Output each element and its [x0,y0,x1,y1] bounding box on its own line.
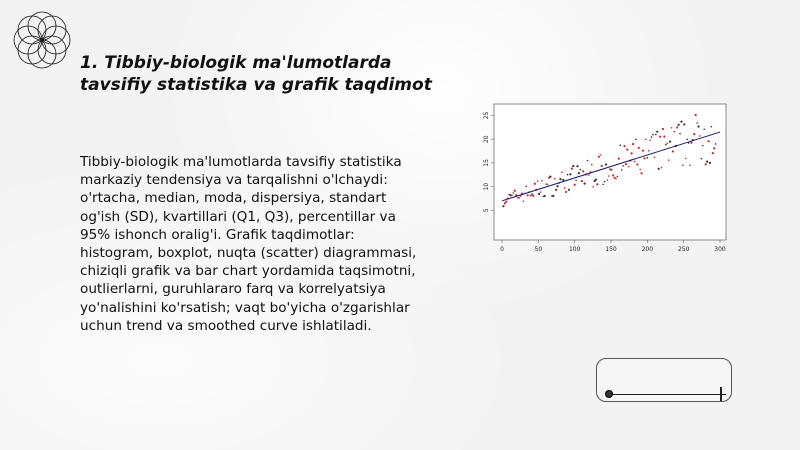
scatter-point [591,164,593,166]
scatter-point [623,145,625,147]
y-tick-label: 25 [483,111,490,120]
scatter-point [581,180,583,182]
scatter-point [662,128,664,130]
scatter-point [511,194,513,196]
scatter-point [552,195,554,197]
scatter-point [599,154,601,156]
scatter-point [669,141,671,143]
scatter-point [584,182,586,184]
scatter-point [683,123,685,125]
scatter-point [608,175,610,177]
scatter-point [668,159,670,161]
scatter-point [648,150,650,152]
scatter-point [712,152,714,154]
scatter-point [685,158,687,160]
scatter-point [703,128,705,130]
scatter-point [538,193,540,195]
scatter-point [587,160,589,162]
scatter-point [513,192,515,194]
scatter-point [663,136,665,138]
plot-frame [494,104,726,240]
scatter-point [561,171,563,173]
scatter-point [632,143,634,145]
title-line-2: tavsifiy statistika va grafik taqdimot [80,75,432,95]
scatter-point [568,189,570,191]
scatter-point [666,143,668,145]
scatter-point [537,180,539,182]
scatter-point [572,165,574,167]
scatter-point [527,194,529,196]
x-tick-label: 250 [677,246,690,253]
scatter-point [588,174,590,176]
scatter-point [544,195,546,197]
scatter-point [532,195,534,197]
scatter-point [617,176,619,178]
scatter-point [592,186,594,188]
scatter-point [645,139,647,141]
scatter-point [646,157,648,159]
scatter-point [709,162,711,164]
scatter-point [640,172,642,174]
x-tick-label: 200 [641,246,654,253]
scatter-point [567,174,569,176]
scatter-point [564,187,566,189]
scatter-point [693,133,695,135]
scatter-point [690,142,692,144]
scatter-point [555,189,557,191]
scatter-point [652,134,654,136]
scatter-point [631,152,633,154]
scatter-chart [476,100,728,262]
title-line-1: 1. Tibbiy-biologik ma'lumotlarda [80,53,392,73]
scatter-point [601,165,603,167]
scatter-point [502,205,504,207]
scatter-point [628,166,630,168]
scatter-point [576,165,578,167]
scatter-point [580,169,582,171]
scatter-point [711,126,713,128]
scatter-point [643,157,645,159]
scatter-point [706,161,708,163]
scatter-point [547,184,549,186]
scatter-point [689,165,691,167]
scatter-point [571,168,573,170]
y-tick-label: 10 [483,182,490,191]
scatter-point [654,157,656,159]
scatter-point [549,176,551,178]
media-control[interactable] [596,358,732,402]
scatter-point [504,202,506,204]
scatter-point [565,191,567,193]
scatter-point [604,181,606,183]
scatter-point [562,179,564,181]
scatter-point [642,150,644,152]
scatter-point [676,126,678,128]
scatter-point [696,122,698,124]
scatter-point [672,150,674,152]
scatter-point [517,197,519,199]
scatter-point [679,133,681,135]
scatter-point [678,124,680,126]
scatter-point [607,179,609,181]
scatter-point [605,163,607,165]
y-axis [483,111,494,212]
scatter-point [699,135,701,137]
progress-track[interactable] [609,394,721,395]
scatter-point [554,178,556,180]
slide-title [80,52,470,96]
scatter-point [638,147,640,149]
scatter-point [671,127,673,129]
scatter-point [556,185,558,187]
scatter-point [595,178,597,180]
scatter-point [541,180,543,182]
scatter-point [659,136,661,138]
scatter-point [658,168,660,170]
scatter-point [518,197,520,199]
scatter-point [649,139,651,141]
scatter-point [574,184,576,186]
y-tick-label: 20 [483,135,490,144]
scatter-point [715,143,717,145]
scatter-point [598,156,600,158]
scatter-point [578,172,580,174]
scatter-point [634,161,636,163]
rosette-logo-icon [6,4,78,76]
scatter-point [619,144,621,146]
y-tick-label: 15 [483,159,490,167]
scatter-point [596,183,598,185]
scatter-point [621,169,623,171]
scatter-point [702,145,704,147]
scatter-point [545,183,547,185]
scatter-point [534,183,536,185]
scatter-plot-svg [476,100,728,262]
scatter-point [626,149,628,151]
x-axis [500,240,726,253]
x-tick-label: 100 [568,246,581,253]
plus-icon[interactable] [716,387,726,401]
scatter-point [618,157,620,159]
x-tick-label: 50 [534,246,543,253]
scatter-point [665,144,667,146]
scatter-point [639,169,641,171]
scatter-point [707,140,709,142]
scatter-point [686,139,688,141]
scatter-point [602,184,604,186]
scatter-point [695,114,697,116]
scatter-point [656,131,658,133]
scatter-point [705,163,707,165]
scatter-point [680,121,682,123]
scatter-point [569,173,571,175]
scatter-point [514,190,516,192]
scatter-point [615,178,617,180]
x-tick-label: 0 [500,246,504,253]
scatter-point [505,200,507,202]
scatter-point [636,163,638,165]
scatter-point [559,178,561,180]
scatter-point [575,179,577,181]
y-tick-label: 5 [483,208,490,213]
slide-body-text: Tibbiy-biologik ma'lumotlarda tavsifiy statistika markaziy tendensiya va tarqalishni o'lchaydi: o'rtacha, median, moda, dispersiya, standart og'ish (SD), kvartillari (Q1, Q3), percentillar va 95% ishonch oralig'i. Grafik taqdimotlar: histogram, boxplot, nuqta (scatter) diagrammasi, chiziqli grafik va bar chart yordamida taqsimotni, outlierlarni, guruhlararo farq va korrelyatsiya yo'nalishini ko'rsatish; vaqt bo'yicha o'zgarishlar uchun trend va smoothed curve ishlatiladi. [80,154,417,334]
scatter-point [540,191,542,193]
scatter-point [625,163,627,165]
scatter-point [530,195,532,197]
scatter-point [682,164,684,166]
scatter-point [635,139,637,141]
scatter-point [661,167,663,169]
scatter-point [697,125,699,127]
scatter-point [611,169,613,171]
scatter-point [525,186,527,188]
scatter-point [701,158,703,160]
scatter-point [713,147,715,149]
scatter-point [674,131,676,133]
x-tick-label: 150 [605,246,617,253]
scatter-point [622,165,624,167]
scatter-point [651,136,653,138]
scatter-point [612,174,614,176]
scatter-point [655,134,657,136]
scatter-point [582,170,584,172]
scatter-point [523,200,525,202]
x-tick-label: 300 [714,246,726,253]
knob-icon[interactable] [605,390,613,398]
